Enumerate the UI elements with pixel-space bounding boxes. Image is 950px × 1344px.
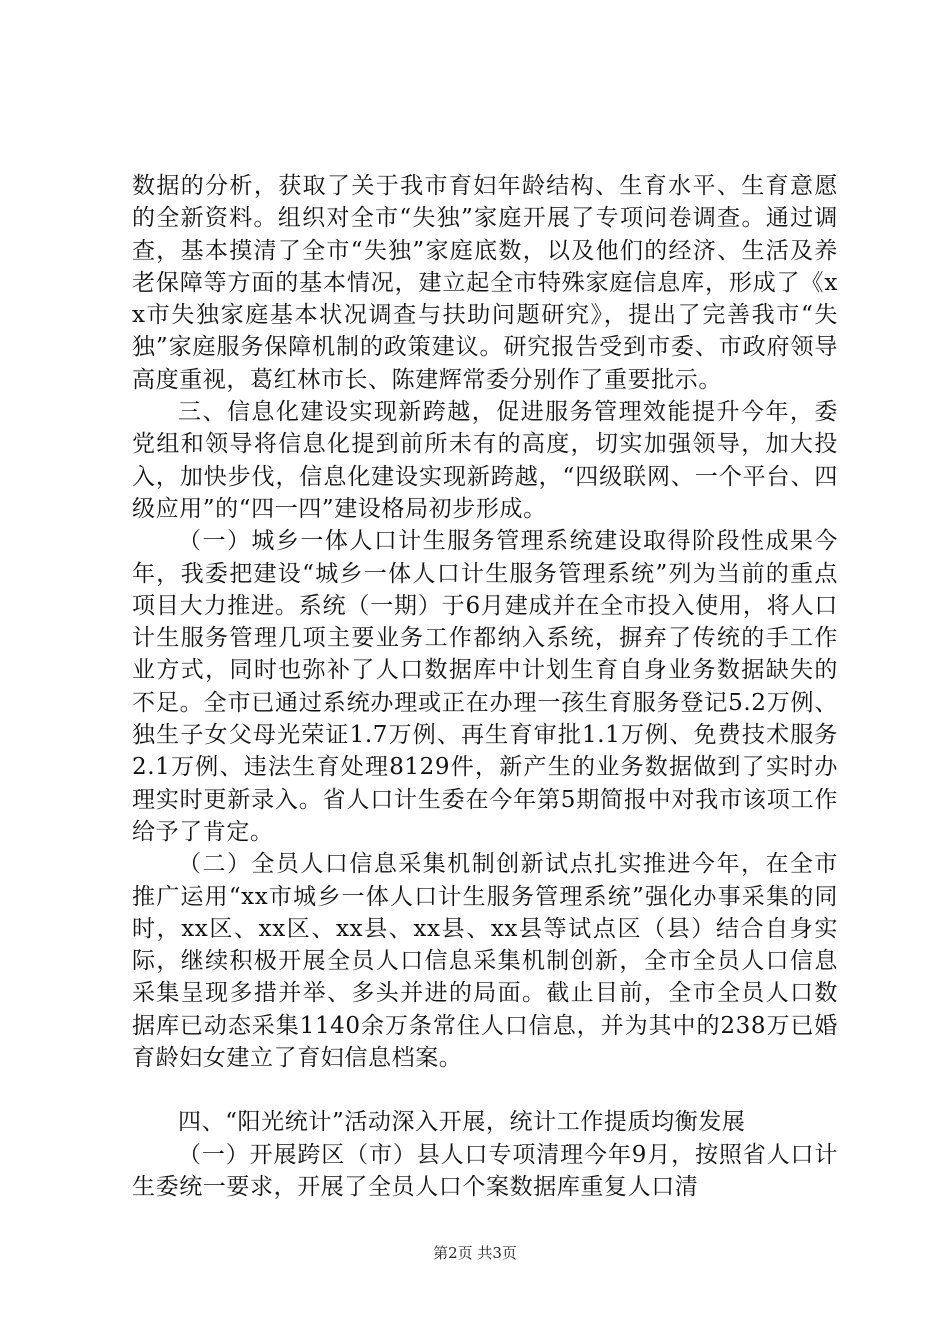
subsection-one-paragraph: （一）城乡一体人口计生服务管理系统建设取得阶段性成果今年，我委把建设“城乡一体人口计生服务管理系统”列为当前的重点项目大力推进。系统（一期）于6月建成并在全市投入使用，将人口计生服务管理几项主要业务工作都纳入系统，摒弃了传统的手工作业方式，同时也弥补了人口数据库中计划生育自身业务数据缺失的不足。全市已通过系统办理或正在办理一孩生育服务登记5.2万例、独生子女父母光荣证1.7万例、再生育审批1.1万例、免费技术服务2.1万例、违法生育处理8129件，新产生的业务数据做到了实时办理实时更新录入。省人口计生委在今年第5期简报中对我市该项工作给予了肯定。	[132, 528, 838, 845]
section-four-heading: 四、“阳光统计”活动深入开展，统计工作提质均衡发展	[178, 1109, 746, 1136]
page-number-footer: 第2页 共3页	[433, 1244, 517, 1262]
document-body	[132, 170, 838, 1203]
paragraph-continuation: 数据的分析，获取了关于我市育妇年龄结构、生育水平、生育意愿的全新资料。组织对全市“失独”家庭开展了专项问卷调查。通过调查，基本摸清了全市“失独”家庭底数，以及他们的经济、生活及养老保障等方面的基本情况，建立起全市特殊家庭信息库，形成了《xx市失独家庭基本状况调查与扶助问题研究》，提出了完善我市“失独”家庭服务保障机制的政策建议。研究报告受到市委、市政府领导高度重视，葛红林市长、陈建辉常委分别作了重要批示。	[132, 173, 838, 393]
section-three-paragraph: 三、信息化建设实现新跨越，促进服务管理效能提升今年，委党组和领导将信息化提到前所未有的高度，切实加强领导，加大投入，加快步伐，信息化建设实现新跨越，“四级联网、一个平台、四级应用”的“四一四”建设格局初步形成。	[132, 399, 838, 522]
subsection-two-paragraph: （二）全员人口信息采集机制创新试点扎实推进今年，在全市推广运用“xx市城乡一体人口计生服务管理系统”强化办事采集的同时，xx区、xx区、xx县、xx县、xx县等试点区（县）结合自身实际，继续积极开展全员人口信息采集机制创新，全市全员人口信息采集呈现多措并举、多头并进的局面。截止目前，全市全员人口数据库已动态采集1140余万条常住人口信息，并为其中的238万已婚育龄妇女建立了育妇信息档案。	[132, 851, 838, 1072]
section-four-subsection-one: （一）开展跨区（市）县人口专项清理今年9月，按照省人口计生委统一要求，开展了全员人口个案数据库重复人口清	[132, 1141, 838, 1200]
paragraph-gap	[132, 1074, 838, 1106]
